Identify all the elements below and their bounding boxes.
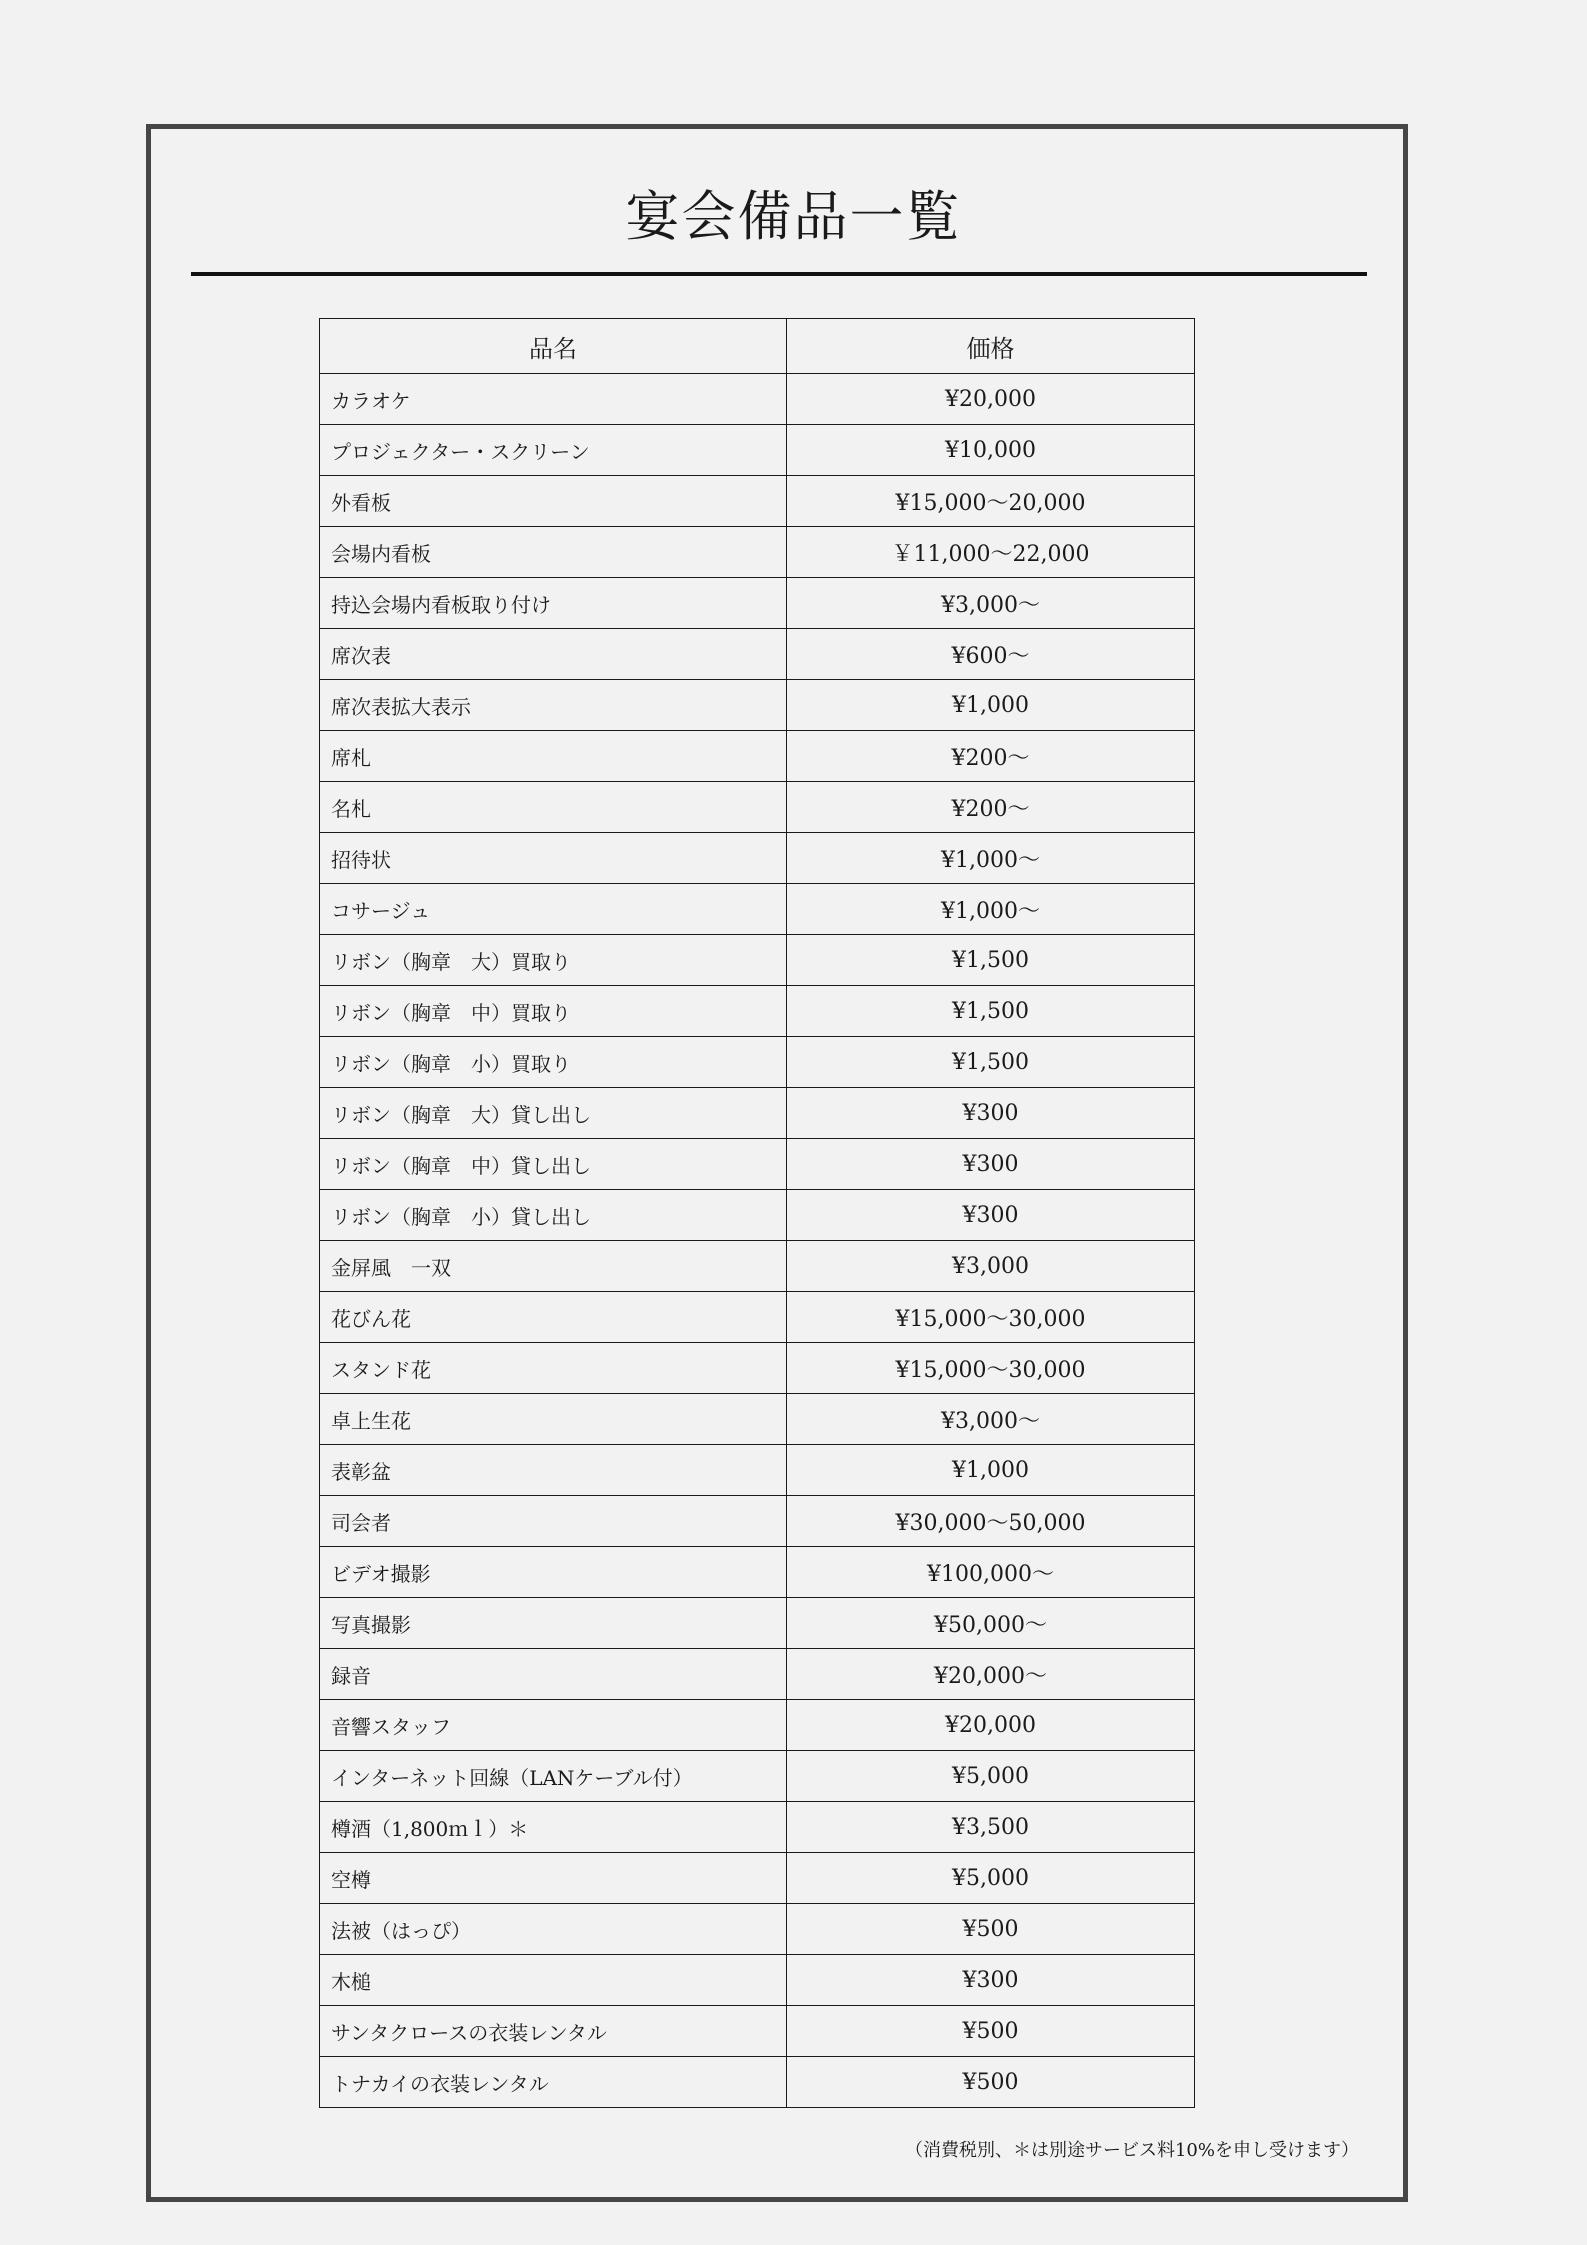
- table-row: [320, 1190, 1195, 1241]
- item-price-cell: ¥1,000～: [787, 884, 1195, 935]
- table-row: [320, 1343, 1195, 1394]
- item-price-cell: ¥20,000: [787, 1700, 1195, 1751]
- table-row: [320, 578, 1195, 629]
- item-name-cell: トナカイの衣装レンタル: [320, 2057, 787, 2108]
- item-name-cell: 木槌: [320, 1955, 787, 2006]
- table-row: [320, 1598, 1195, 1649]
- item-price-cell: ¥20,000: [787, 374, 1195, 425]
- item-name-cell: 音響スタッフ: [320, 1700, 787, 1751]
- item-name-cell: ビデオ撮影: [320, 1547, 787, 1598]
- item-price-cell: ¥3,000～: [787, 1394, 1195, 1445]
- item-price-cell: ¥500: [787, 2006, 1195, 2057]
- item-price-cell: ¥10,000: [787, 425, 1195, 476]
- item-name-cell: サンタクロースの衣装レンタル: [320, 2006, 787, 2057]
- table-row: [320, 782, 1195, 833]
- footnote: （消費税別、＊は別途サービス料10%を申し受けます）: [904, 2140, 1359, 2161]
- item-price-cell: ¥50,000～: [787, 1598, 1195, 1649]
- item-name-cell: 写真撮影: [320, 1598, 787, 1649]
- item-name-cell: リボン（胸章 大）貸し出し: [320, 1088, 787, 1139]
- item-price-cell: ¥600～: [787, 629, 1195, 680]
- table-row: [320, 1802, 1195, 1853]
- table-row: [320, 1292, 1195, 1343]
- item-price-cell: ¥1,000: [787, 680, 1195, 731]
- item-name-cell: 録音: [320, 1649, 787, 1700]
- page-title: 宴会備品一覧: [625, 185, 962, 248]
- item-name-cell: 名札: [320, 782, 787, 833]
- table-row: [320, 1496, 1195, 1547]
- item-price-cell: ¥500: [787, 2057, 1195, 2108]
- equipment-price-table: [319, 318, 1195, 2108]
- item-price-cell: ¥500: [787, 1904, 1195, 1955]
- item-name-cell: リボン（胸章 中）買取り: [320, 986, 787, 1037]
- item-price-cell: ¥200～: [787, 782, 1195, 833]
- item-price-cell: ¥15,000～30,000: [787, 1292, 1195, 1343]
- table-row: [320, 1955, 1195, 2006]
- item-name-cell: 金屏風 一双: [320, 1241, 787, 1292]
- item-price-cell: ¥100,000～: [787, 1547, 1195, 1598]
- item-price-cell: ¥300: [787, 1190, 1195, 1241]
- table-row: [320, 1904, 1195, 1955]
- item-price-cell: ¥1,500: [787, 1037, 1195, 1088]
- item-name-cell: 会場内看板: [320, 527, 787, 578]
- item-name-cell: 席次表: [320, 629, 787, 680]
- item-price-cell: ¥15,000～30,000: [787, 1343, 1195, 1394]
- table-row: [320, 374, 1195, 425]
- table-row: [320, 1139, 1195, 1190]
- item-price-cell: ¥5,000: [787, 1751, 1195, 1802]
- item-price-cell: ¥3,000～: [787, 578, 1195, 629]
- table-row: [320, 731, 1195, 782]
- item-price-cell: ¥300: [787, 1955, 1195, 2006]
- item-price-cell: ¥3,000: [787, 1241, 1195, 1292]
- item-name-cell: コサージュ: [320, 884, 787, 935]
- item-price-cell: ¥1,500: [787, 986, 1195, 1037]
- item-name-cell: 法被（はっぴ）: [320, 1904, 787, 1955]
- item-name-cell: 空樽: [320, 1853, 787, 1904]
- item-name-cell: 席札: [320, 731, 787, 782]
- table-header-row: [320, 319, 1195, 374]
- item-price-cell: ¥5,000: [787, 1853, 1195, 1904]
- item-price-cell: ¥300: [787, 1088, 1195, 1139]
- table-row: [320, 527, 1195, 578]
- table-row: [320, 680, 1195, 731]
- table-row: [320, 1649, 1195, 1700]
- item-name-cell: 持込会場内看板取り付け: [320, 578, 787, 629]
- table-row: [320, 629, 1195, 680]
- item-price-cell: ¥30,000～50,000: [787, 1496, 1195, 1547]
- item-name-cell: インターネット回線（LANケーブル付）: [320, 1751, 787, 1802]
- title-underline: [191, 272, 1367, 276]
- item-price-cell: ¥1,000: [787, 1445, 1195, 1496]
- table-row: [320, 1700, 1195, 1751]
- table-row: [320, 425, 1195, 476]
- table-row: [320, 1547, 1195, 1598]
- table-row: [320, 476, 1195, 527]
- table-row: [320, 884, 1195, 935]
- table-row: [320, 2006, 1195, 2057]
- table-row: [320, 1037, 1195, 1088]
- item-price-cell: ¥15,000～20,000: [787, 476, 1195, 527]
- header-price: 価格: [787, 319, 1195, 374]
- table-row: [320, 986, 1195, 1037]
- table-body: [320, 374, 1195, 2108]
- item-price-cell: ¥200～: [787, 731, 1195, 782]
- item-name-cell: カラオケ: [320, 374, 787, 425]
- item-price-cell: ¥1,000～: [787, 833, 1195, 884]
- item-name-cell: リボン（胸章 小）買取り: [320, 1037, 787, 1088]
- table-row: [320, 935, 1195, 986]
- table-row: [320, 1853, 1195, 1904]
- item-name-cell: 席次表拡大表示: [320, 680, 787, 731]
- item-name-cell: リボン（胸章 小）貸し出し: [320, 1190, 787, 1241]
- item-name-cell: 表彰盆: [320, 1445, 787, 1496]
- table-row: [320, 833, 1195, 884]
- item-price-cell: ¥1,500: [787, 935, 1195, 986]
- item-name-cell: 司会者: [320, 1496, 787, 1547]
- header-item-name: 品名: [320, 319, 787, 374]
- item-name-cell: 外看板: [320, 476, 787, 527]
- item-name-cell: 花びん花: [320, 1292, 787, 1343]
- item-name-cell: スタンド花: [320, 1343, 787, 1394]
- table-row: [320, 1445, 1195, 1496]
- item-name-cell: 樽酒（1,800ｍｌ）＊: [320, 1802, 787, 1853]
- item-name-cell: 卓上生花: [320, 1394, 787, 1445]
- table-row: [320, 1394, 1195, 1445]
- table-row: [320, 1241, 1195, 1292]
- table-row: [320, 1751, 1195, 1802]
- table-row: [320, 1088, 1195, 1139]
- item-price-cell: ¥3,500: [787, 1802, 1195, 1853]
- item-price-cell: ¥300: [787, 1139, 1195, 1190]
- item-name-cell: リボン（胸章 中）貸し出し: [320, 1139, 787, 1190]
- item-name-cell: 招待状: [320, 833, 787, 884]
- item-price-cell: ￥11,000～22,000: [787, 527, 1195, 578]
- item-name-cell: プロジェクター・スクリーン: [320, 425, 787, 476]
- item-price-cell: ¥20,000～: [787, 1649, 1195, 1700]
- table-row: [320, 2057, 1195, 2108]
- item-name-cell: リボン（胸章 大）買取り: [320, 935, 787, 986]
